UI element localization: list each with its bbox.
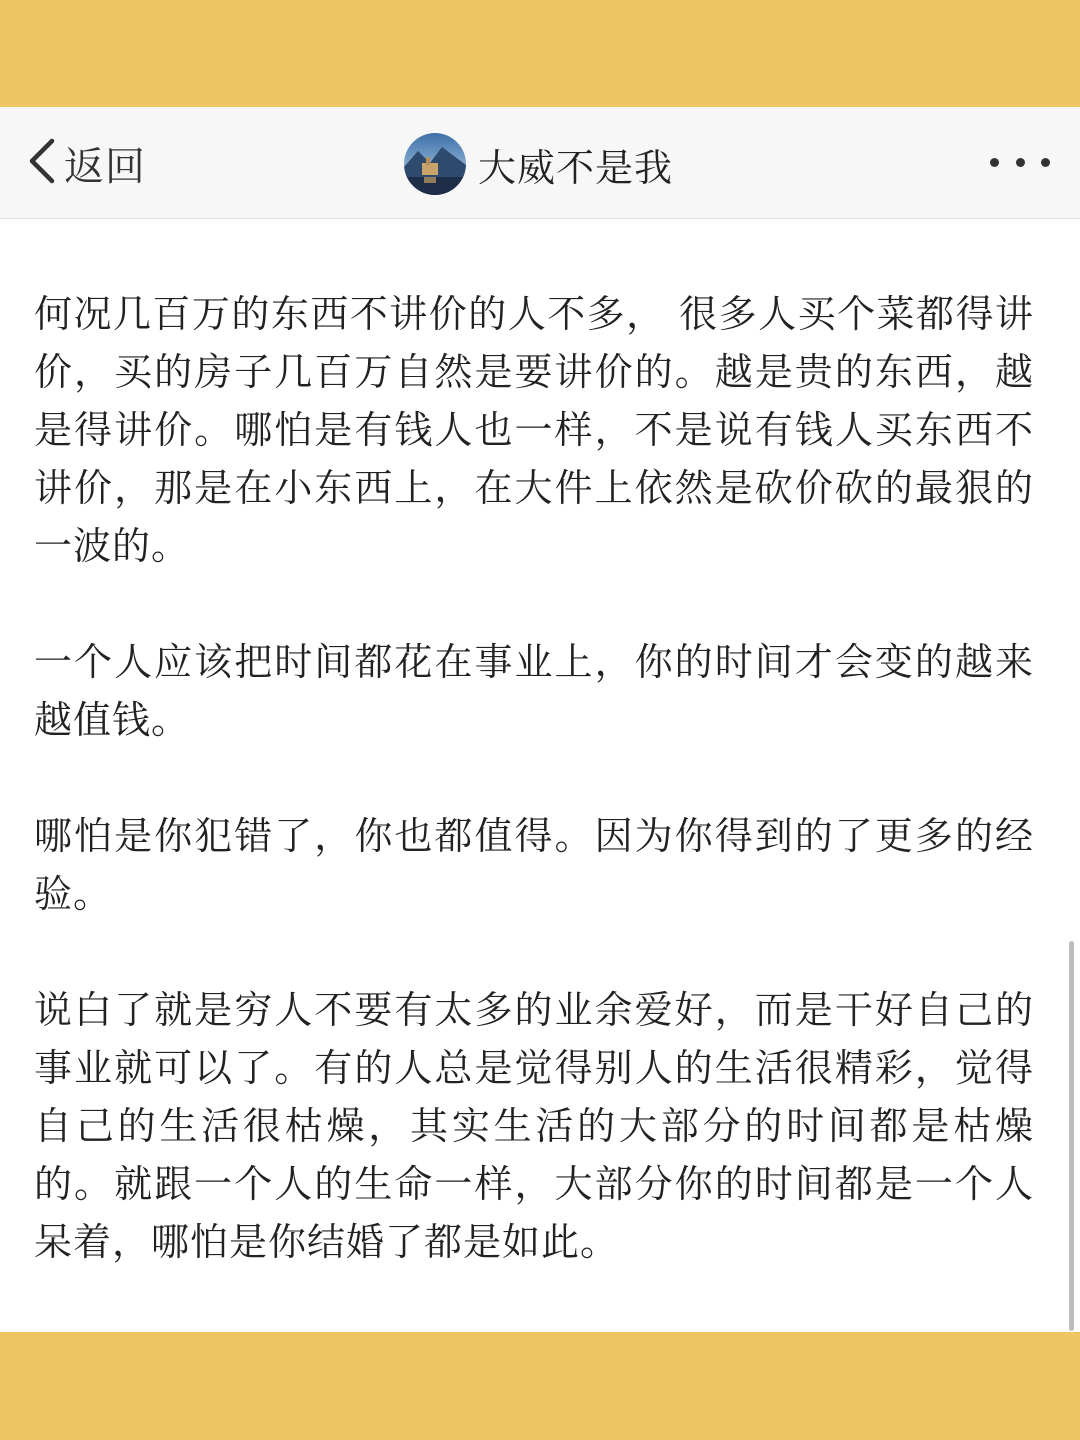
more-button[interactable] <box>990 147 1050 177</box>
paragraph: 哪怕是你犯错了，你也都值得。因为你得到的了更多的经验。 <box>34 814 1034 916</box>
back-button[interactable] <box>24 133 146 193</box>
scrollbar[interactable] <box>1069 941 1074 1331</box>
nav-title-group <box>404 133 673 195</box>
back-label: 返回 <box>64 143 146 190</box>
paragraph: 何况几百万的东西不讲价的人不多， 很多人买个菜都得讲价，买的房子几百万自然是要讲价的。越是贵的东西，越是得讲价。哪怕是有钱人也一样，不是说有钱人买东西不讲价，那是在小东西上，在大件上依然是砍价砍的最狠的一波的。 <box>34 292 1034 568</box>
top-banner <box>0 0 1080 107</box>
nav-title: 大威不是我 <box>478 145 674 190</box>
bottom-banner <box>0 1332 1080 1440</box>
paragraph: 一个人应该把时间都花在事业上，你的时间才会变的越来越值钱。 <box>34 640 1034 742</box>
article-content <box>0 219 1080 1332</box>
more-horizontal-icon <box>990 158 999 167</box>
more-horizontal-icon <box>1041 158 1050 167</box>
more-horizontal-icon <box>1016 158 1025 167</box>
navigation-bar <box>0 107 1080 219</box>
avatar[interactable] <box>404 133 466 195</box>
paragraph: 说白了就是穷人不要有太多的业余爱好，而是干好自己的事业就可以了。有的人总是觉得别人的生活很精彩，觉得自己的生活很枯燥，其实生活的大部分的时间都是枯燥的。就跟一个人的生命一样，大部分你的时间都是一个人呆着，哪怕是你结婚了都是如此。 <box>34 988 1034 1264</box>
article-body <box>34 285 1034 1329</box>
chevron-left-icon <box>24 135 60 191</box>
